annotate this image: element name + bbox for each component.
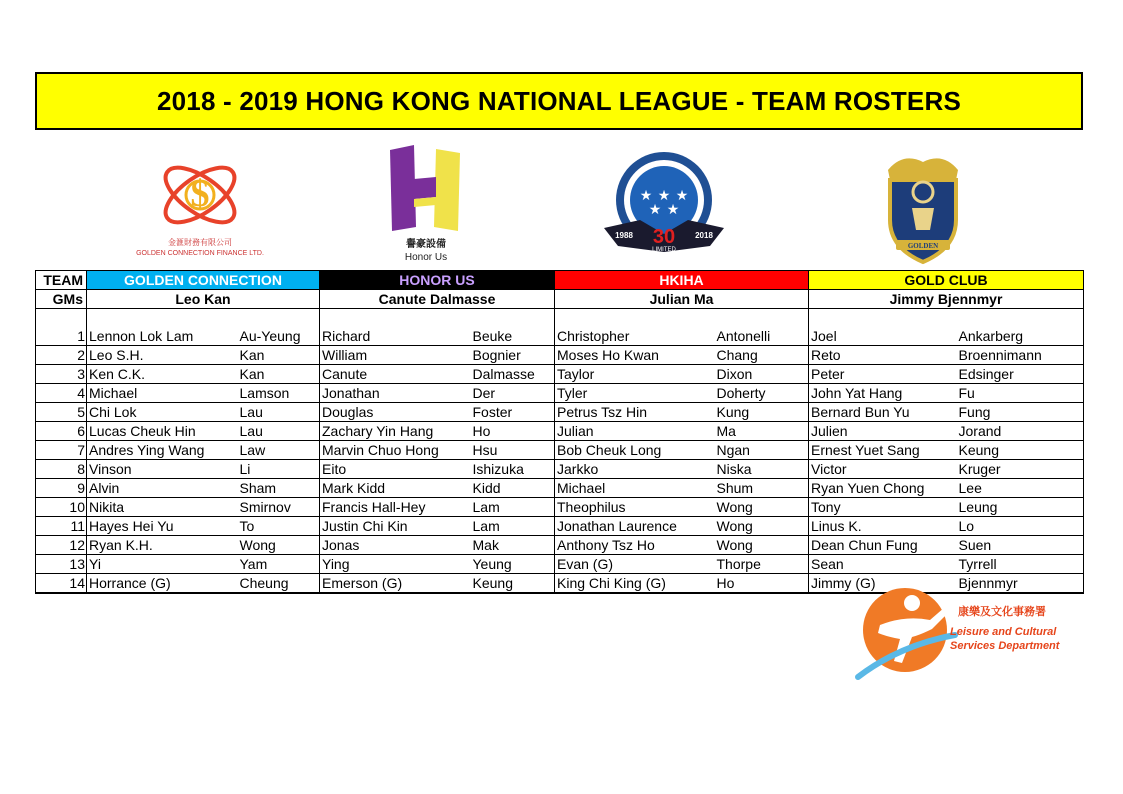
- table-row: [36, 555, 1084, 574]
- player-last-name: Bognier: [471, 346, 555, 365]
- player-last-name: Bjennmyr: [957, 574, 1084, 594]
- player-last-name: Hsu: [471, 441, 555, 460]
- player-first-name: Julian: [555, 422, 715, 441]
- player-last-name: To: [238, 517, 320, 536]
- table-row: [36, 460, 1084, 479]
- player-last-name: Broennimann: [957, 346, 1084, 365]
- player-last-name: Cheung: [238, 574, 320, 594]
- team-label: TEAM: [36, 271, 87, 290]
- player-last-name: Ishizuka: [471, 460, 555, 479]
- player-number: 10: [36, 498, 87, 517]
- player-last-name: Ma: [715, 422, 809, 441]
- player-first-name: Nikita: [87, 498, 238, 517]
- lcsd-en-1: Leisure and Cultural: [950, 626, 1057, 638]
- player-last-name: Wong: [715, 498, 809, 517]
- hu-logo-en: Honor Us: [404, 252, 448, 263]
- svg-text:★: ★: [639, 187, 653, 203]
- player-first-name: Jonas: [320, 536, 471, 555]
- player-first-name: Petrus Tsz Hin: [555, 403, 715, 422]
- player-first-name: King Chi King (G): [555, 574, 715, 594]
- player-last-name: Der: [471, 384, 555, 403]
- player-first-name: Hayes Hei Yu: [87, 517, 238, 536]
- player-first-name: Theophilus: [555, 498, 715, 517]
- player-last-name: Niska: [715, 460, 809, 479]
- player-last-name: Ankarberg: [957, 327, 1084, 346]
- player-first-name: Marvin Chuo Hong: [320, 441, 471, 460]
- player-number: 14: [36, 574, 87, 594]
- player-number: 13: [36, 555, 87, 574]
- player-first-name: Jonathan Laurence: [555, 517, 715, 536]
- player-first-name: Ernest Yuet Sang: [809, 441, 957, 460]
- svg-text:★: ★: [666, 201, 680, 217]
- player-last-name: Lau: [238, 422, 320, 441]
- player-last-name: Keung: [957, 441, 1084, 460]
- player-first-name: Canute: [320, 365, 471, 384]
- player-number: 1: [36, 327, 87, 346]
- player-first-name: Alvin: [87, 479, 238, 498]
- player-first-name: Peter: [809, 365, 957, 384]
- team-hkiha: HKIHA: [555, 271, 809, 290]
- player-first-name: Tyler: [555, 384, 715, 403]
- player-last-name: Kan: [238, 346, 320, 365]
- player-last-name: Wong: [238, 536, 320, 555]
- player-first-name: Justin Chi Kin: [320, 517, 471, 536]
- spacer-row: [36, 309, 1084, 328]
- hu-logo-cn: 譽豪設備: [406, 239, 446, 250]
- player-number: 5: [36, 403, 87, 422]
- player-last-name: Beuke: [471, 327, 555, 346]
- player-number: 6: [36, 422, 87, 441]
- svg-text:★: ★: [648, 201, 662, 217]
- player-number: 9: [36, 479, 87, 498]
- player-first-name: Julien: [809, 422, 957, 441]
- gold-club-ribbon: GOLDEN: [907, 242, 939, 250]
- player-first-name: Bernard Bun Yu: [809, 403, 957, 422]
- player-last-name: Kidd: [471, 479, 555, 498]
- player-last-name: Antonelli: [715, 327, 809, 346]
- player-last-name: Lamson: [238, 384, 320, 403]
- player-last-name: Mak: [471, 536, 555, 555]
- player-last-name: Edsinger: [957, 365, 1084, 384]
- table-row: [36, 498, 1084, 517]
- player-last-name: Kan: [238, 365, 320, 384]
- gc-logo-cn: 金滙財務有限公司: [168, 238, 232, 247]
- gms-label: GMs: [36, 290, 87, 309]
- player-last-name: Shum: [715, 479, 809, 498]
- player-last-name: Lam: [471, 517, 555, 536]
- player-first-name: Francis Hall-Hey: [320, 498, 471, 517]
- player-last-name: Suen: [957, 536, 1084, 555]
- player-first-name: Anthony Tsz Ho: [555, 536, 715, 555]
- player-first-name: Yi: [87, 555, 238, 574]
- player-first-name: Douglas: [320, 403, 471, 422]
- team-gold-club: GOLD CLUB: [809, 271, 1084, 290]
- player-last-name: Law: [238, 441, 320, 460]
- svg-text:★: ★: [675, 187, 689, 203]
- player-last-name: Au-Yeung: [238, 327, 320, 346]
- player-first-name: Moses Ho Kwan: [555, 346, 715, 365]
- player-last-name: Tyrrell: [957, 555, 1084, 574]
- hkiha-year-start: 1988: [615, 231, 633, 240]
- player-number: 4: [36, 384, 87, 403]
- gm-row: [36, 290, 1084, 309]
- player-number: 7: [36, 441, 87, 460]
- roster-table: [35, 270, 1084, 594]
- honor-us-logo: [380, 145, 472, 263]
- player-first-name: William: [320, 346, 471, 365]
- lcsd-cn: 康樂及文化事務署: [958, 605, 1046, 618]
- player-first-name: Zachary Yin Hang: [320, 422, 471, 441]
- player-last-name: Doherty: [715, 384, 809, 403]
- player-last-name: Li: [238, 460, 320, 479]
- player-first-name: Emerson (G): [320, 574, 471, 594]
- player-first-name: Andres Ying Wang: [87, 441, 238, 460]
- player-first-name: Ryan K.H.: [87, 536, 238, 555]
- player-number: 8: [36, 460, 87, 479]
- player-number: 2: [36, 346, 87, 365]
- player-number: 12: [36, 536, 87, 555]
- gm-golden-connection: Leo Kan: [87, 290, 320, 309]
- table-row: [36, 327, 1084, 346]
- player-first-name: Horrance (G): [87, 574, 238, 594]
- player-number: 11: [36, 517, 87, 536]
- player-first-name: Bob Cheuk Long: [555, 441, 715, 460]
- table-row: [36, 517, 1084, 536]
- player-first-name: John Yat Hang: [809, 384, 957, 403]
- lcsd-logo: [850, 585, 1080, 685]
- player-last-name: Lam: [471, 498, 555, 517]
- lcsd-en-2: Services Department: [950, 640, 1060, 652]
- gm-gold-club: Jimmy Bjennmyr: [809, 290, 1084, 309]
- table-row: [36, 422, 1084, 441]
- hkiha-ribbon: LIMITED: [652, 247, 676, 253]
- player-first-name: Linus K.: [809, 517, 957, 536]
- player-last-name: Yeung: [471, 555, 555, 574]
- player-first-name: Evan (G): [555, 555, 715, 574]
- player-number: 3: [36, 365, 87, 384]
- player-first-name: Reto: [809, 346, 957, 365]
- player-first-name: Tony: [809, 498, 957, 517]
- table-row: [36, 479, 1084, 498]
- player-first-name: Michael: [87, 384, 238, 403]
- player-first-name: Ken C.K.: [87, 365, 238, 384]
- team-header-row: [36, 271, 1084, 290]
- player-last-name: Chang: [715, 346, 809, 365]
- player-last-name: Kruger: [957, 460, 1084, 479]
- golden-connection-logo: [130, 150, 270, 260]
- player-first-name: Jonathan: [320, 384, 471, 403]
- player-last-name: Wong: [715, 517, 809, 536]
- table-row: [36, 384, 1084, 403]
- player-first-name: Dean Chun Fung: [809, 536, 957, 555]
- gold-club-logo: [868, 150, 978, 268]
- player-last-name: Kung: [715, 403, 809, 422]
- player-first-name: Michael: [555, 479, 715, 498]
- gc-logo-en: GOLDEN CONNECTION FINANCE LTD.: [136, 250, 264, 257]
- player-last-name: Thorpe: [715, 555, 809, 574]
- player-last-name: Ngan: [715, 441, 809, 460]
- gm-honor-us: Canute Dalmasse: [320, 290, 555, 309]
- player-last-name: Ho: [471, 422, 555, 441]
- table-row: [36, 403, 1084, 422]
- player-first-name: Vinson: [87, 460, 238, 479]
- player-last-name: Dalmasse: [471, 365, 555, 384]
- player-first-name: Leo S.H.: [87, 346, 238, 365]
- player-first-name: Taylor: [555, 365, 715, 384]
- table-row: [36, 346, 1084, 365]
- team-golden-connection: GOLDEN CONNECTION: [87, 271, 320, 290]
- table-row: [36, 441, 1084, 460]
- player-last-name: Lau: [238, 403, 320, 422]
- player-last-name: Lee: [957, 479, 1084, 498]
- player-first-name: Ryan Yuen Chong: [809, 479, 957, 498]
- page-title: 2018 - 2019 HONG KONG NATIONAL LEAGUE - TEAM ROSTERS: [35, 72, 1083, 130]
- player-last-name: Foster: [471, 403, 555, 422]
- gm-hkiha: Julian Ma: [555, 290, 809, 309]
- player-first-name: Lennon Lok Lam: [87, 327, 238, 346]
- player-first-name: Chi Lok: [87, 403, 238, 422]
- player-first-name: Mark Kidd: [320, 479, 471, 498]
- player-last-name: Yam: [238, 555, 320, 574]
- player-last-name: Ho: [715, 574, 809, 594]
- player-first-name: Eito: [320, 460, 471, 479]
- player-first-name: Joel: [809, 327, 957, 346]
- player-first-name: Ying: [320, 555, 471, 574]
- player-last-name: Fu: [957, 384, 1084, 403]
- player-last-name: Sham: [238, 479, 320, 498]
- table-row: [36, 536, 1084, 555]
- svg-text:$: $: [190, 173, 210, 215]
- player-first-name: Lucas Cheuk Hin: [87, 422, 238, 441]
- hkiha-logo: [600, 150, 728, 262]
- player-first-name: Christopher: [555, 327, 715, 346]
- player-last-name: Keung: [471, 574, 555, 594]
- hkiha-year-end: 2018: [695, 231, 713, 240]
- player-first-name: Sean: [809, 555, 957, 574]
- player-last-name: Lo: [957, 517, 1084, 536]
- player-last-name: Smirnov: [238, 498, 320, 517]
- player-last-name: Jorand: [957, 422, 1084, 441]
- table-row: [36, 365, 1084, 384]
- player-last-name: Dixon: [715, 365, 809, 384]
- player-first-name: Richard: [320, 327, 471, 346]
- player-first-name: Jimmy (G): [809, 574, 957, 594]
- team-honor-us: HONOR US: [320, 271, 555, 290]
- player-first-name: Jarkko: [555, 460, 715, 479]
- player-last-name: Fung: [957, 403, 1084, 422]
- player-last-name: Leung: [957, 498, 1084, 517]
- player-first-name: Victor: [809, 460, 957, 479]
- hkiha-badge: 30: [652, 226, 676, 248]
- player-last-name: Wong: [715, 536, 809, 555]
- svg-text:★: ★: [657, 187, 671, 203]
